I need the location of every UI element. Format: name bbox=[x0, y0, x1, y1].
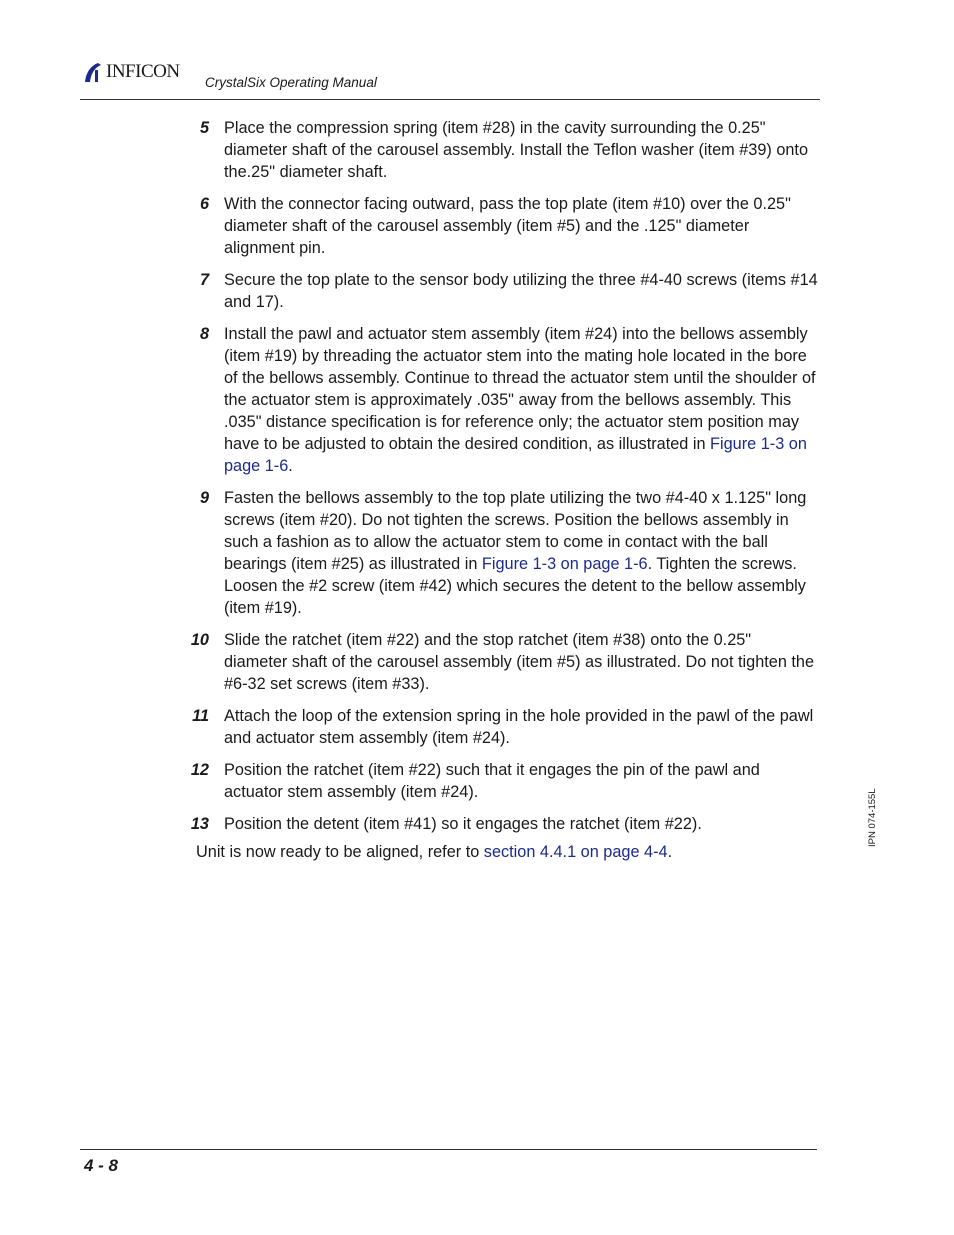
step-text bbox=[224, 759, 818, 803]
footer-divider bbox=[80, 1149, 817, 1150]
step-text-run: . Tighten the screws. Loosen the #2 screw (item #42) which secures the detent to the bellow assembly (item #19). bbox=[224, 555, 806, 617]
step-item bbox=[178, 759, 818, 803]
step-text-run: With the connector facing outward, pass the top plate (item #10) over the 0.25" diameter shaft of the carousel assembly (item #5) and the .125" diameter alignment pin. bbox=[224, 195, 791, 257]
outro-paragraph bbox=[196, 841, 672, 863]
step-text-run: Attach the loop of the extension spring in the hole provided in the pawl of the pawl and actuator stem assembly (item #24). bbox=[224, 707, 814, 747]
step-text-run: Slide the ratchet (item #22) and the stop ratchet (item #38) onto the 0.25" diameter shaft of the carousel assembly (item #5) as illustrated. Do not tighten the #6-32 set screws (item #33). bbox=[224, 631, 815, 693]
manual-title: CrystalSix Operating Manual bbox=[205, 75, 377, 90]
step-text-run: Install the pawl and actuator stem assembly (item #24) into the bellows assembly (item #19) by threading the actuator stem into the mating hole located in the bore of the bellows assembly. Continue to thread the actuator stem until the shoulder of the actuator stem is approximately .035" away from the bellows assembly. This .035" distance specification is for reference only; the actuator stem position may have to be adjusted to obtain the desired condition, as illustrated in bbox=[224, 325, 816, 453]
ipn-label: IPN 074-155L bbox=[867, 788, 878, 847]
figure-link[interactable]: Figure 1-3 on page 1-6 bbox=[481, 555, 648, 573]
step-item bbox=[178, 323, 818, 477]
logo-text: INFICON bbox=[106, 61, 180, 82]
step-text bbox=[224, 323, 818, 477]
section-link[interactable]: section 4.4.1 on page 4-4 bbox=[483, 843, 668, 861]
step-text bbox=[224, 269, 818, 313]
step-number: 6 bbox=[199, 195, 209, 213]
step-number: 7 bbox=[199, 271, 209, 289]
inficon-logo-mark-icon bbox=[82, 61, 104, 83]
procedure-steps bbox=[178, 117, 818, 845]
step-text-run: Place the compression spring (item #28) in the cavity surrounding the 0.25" diameter shaft of the carousel assembly. Install the Teflon washer (item #39) onto the.25" diameter shaft. bbox=[224, 119, 809, 181]
step-item bbox=[178, 705, 818, 749]
step-text-run: Fasten the bellows assembly to the top plate utilizing the two #4-40 x 1.125" long screws (item #20). Do not tighten the screws. Position the bellows assembly in such a fashion as to allow the actuator stem to come in contact with the ball bearings (item #25) as illustrated in bbox=[224, 489, 807, 573]
outro-text: Unit is now ready to be aligned, refer to bbox=[196, 843, 484, 861]
step-item bbox=[178, 629, 818, 695]
step-text bbox=[224, 813, 818, 835]
step-number: 12 bbox=[190, 761, 209, 779]
inficon-logo bbox=[82, 60, 180, 84]
step-number: 9 bbox=[199, 489, 209, 507]
step-number: 5 bbox=[199, 119, 209, 137]
step-number: 11 bbox=[192, 707, 209, 725]
page-number: 4 - 8 bbox=[84, 1156, 119, 1175]
step-text bbox=[224, 487, 818, 619]
step-number: 8 bbox=[199, 325, 209, 343]
step-item bbox=[178, 487, 818, 619]
step-text bbox=[224, 193, 818, 259]
step-text-run: Secure the top plate to the sensor body utilizing the three #4-40 screws (items #14 and 17). bbox=[224, 271, 818, 311]
step-item bbox=[178, 193, 818, 259]
step-text-run: Position the detent (item #41) so it engages the ratchet (item #22). bbox=[224, 815, 702, 833]
outro-end: . bbox=[667, 843, 673, 861]
step-text-run: . bbox=[288, 457, 293, 475]
step-number: 13 bbox=[190, 815, 209, 833]
step-item bbox=[178, 117, 818, 183]
step-item bbox=[178, 269, 818, 313]
step-text bbox=[224, 117, 818, 183]
header-divider bbox=[80, 99, 820, 100]
step-text bbox=[224, 705, 818, 749]
step-text bbox=[224, 629, 818, 695]
step-number: 10 bbox=[190, 631, 209, 649]
figure-link[interactable]: Figure 1-3 on page 1-6 bbox=[224, 435, 807, 475]
step-text-run: Position the ratchet (item #22) such that it engages the pin of the pawl and actuator stem assembly (item #24). bbox=[224, 761, 760, 801]
step-item bbox=[178, 813, 818, 835]
